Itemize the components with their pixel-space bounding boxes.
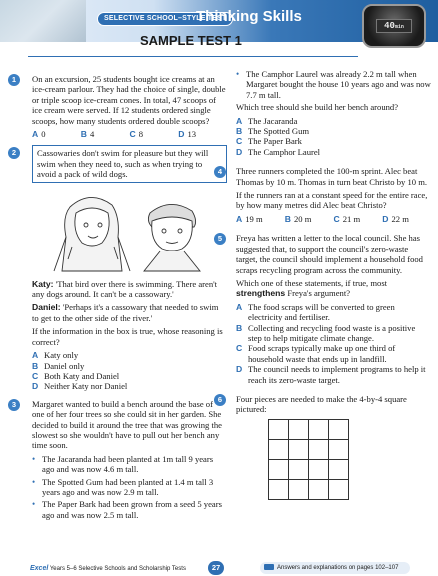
grid-cell bbox=[269, 460, 289, 480]
grid-cell bbox=[329, 480, 349, 500]
katy-line bbox=[32, 279, 227, 300]
option-letter: C bbox=[333, 213, 340, 224]
footer-series-text: Years 5–6 Selective Schools and Scholarship Tests bbox=[48, 566, 186, 572]
q5-option-d[interactable] bbox=[236, 364, 431, 385]
grid-cell bbox=[269, 440, 289, 460]
option-text: The Paper Bark bbox=[248, 136, 302, 147]
question-3-prompt: Which tree should she build her bench around? bbox=[236, 102, 399, 113]
grid-cell bbox=[269, 420, 289, 440]
option-letter: A bbox=[32, 129, 39, 140]
q2-option-d[interactable] bbox=[32, 381, 227, 391]
question-number-1: 1 bbox=[8, 74, 20, 86]
option-text: 0 bbox=[41, 129, 46, 140]
page-title: SAMPLE TEST 1 bbox=[140, 33, 242, 48]
question-4 bbox=[217, 166, 431, 224]
question-2-info-box: Cassowaries don't swim for pleasure but they will swim when they need to, such as when trying to avoid a pack of wild dogs. bbox=[32, 145, 227, 182]
q4-option-a[interactable] bbox=[236, 214, 285, 224]
question-number-6: 6 bbox=[214, 394, 226, 406]
question-number-2: 2 bbox=[8, 147, 20, 159]
question-2-options bbox=[32, 350, 227, 392]
question-5 bbox=[217, 233, 431, 385]
grid-cell bbox=[309, 460, 329, 480]
timer-display bbox=[376, 19, 412, 33]
timer-value: 40 bbox=[384, 21, 395, 31]
q5-option-a[interactable] bbox=[236, 302, 431, 323]
question-number-5: 5 bbox=[214, 233, 226, 245]
question-2 bbox=[11, 145, 227, 392]
tree-bullet bbox=[32, 499, 227, 520]
prompt-text: Which one of these statements, if true, most bbox=[236, 277, 388, 288]
q2-option-a[interactable] bbox=[32, 350, 227, 360]
q5-option-b[interactable] bbox=[236, 323, 431, 344]
option-text: 19 m bbox=[245, 213, 263, 224]
option-letter: B bbox=[32, 360, 39, 371]
option-text: 21 m bbox=[342, 213, 361, 224]
arrow-icon bbox=[264, 564, 274, 570]
option-text: 22 m bbox=[391, 213, 409, 224]
grid-cell bbox=[289, 460, 309, 480]
q1-option-a[interactable] bbox=[32, 129, 81, 139]
katy-label: Katy: bbox=[32, 278, 54, 289]
bullet-icon: • bbox=[32, 453, 36, 464]
q1-option-b[interactable] bbox=[81, 129, 130, 139]
question-4-prompt: If the runners ran at a constant speed for the entire race, by how many metres did Alec beat Christo? bbox=[236, 190, 428, 211]
option-letter: C bbox=[236, 343, 243, 354]
page-header bbox=[0, 0, 438, 66]
answers-reference[interactable] bbox=[260, 562, 410, 574]
option-letter: A bbox=[32, 350, 39, 361]
option-text: The Camphor Laurel bbox=[248, 146, 321, 157]
q3-option-b[interactable] bbox=[236, 126, 431, 136]
grid-cell bbox=[309, 480, 329, 500]
option-letter: B bbox=[284, 213, 291, 224]
option-letter: D bbox=[32, 381, 39, 392]
option-text: 8 bbox=[138, 129, 144, 140]
question-number-4: 4 bbox=[214, 166, 226, 178]
option-letter: B bbox=[236, 126, 243, 137]
question-5-prompt bbox=[236, 278, 431, 299]
prompt-emphasis: strengthens bbox=[236, 288, 286, 299]
q4-option-d[interactable] bbox=[382, 214, 431, 224]
timer-unit: min bbox=[394, 24, 404, 30]
option-text: 20 m bbox=[293, 213, 312, 224]
q2-option-b[interactable] bbox=[32, 361, 227, 371]
option-letter: D bbox=[236, 146, 243, 157]
q4-option-c[interactable] bbox=[334, 214, 383, 224]
grid-cell bbox=[289, 420, 309, 440]
bullet-text: The Spotted Gum had been planted at 1.4 m tall 3 years ago and was now 2.9 m tall. bbox=[42, 476, 214, 497]
option-letter: C bbox=[32, 370, 39, 381]
option-text: Food scraps typically make up one third of household waste that ends up in landfill. bbox=[248, 343, 396, 364]
option-text: The Jacaranda bbox=[248, 115, 298, 126]
bullet-text: The Paper Bark had been grown from a seed 5 years ago and was now 2.5 m tall. bbox=[42, 499, 222, 520]
option-text: Collecting and recycling food waste is a positive step to help mitigate climate change. bbox=[248, 322, 416, 343]
option-letter: D bbox=[382, 213, 389, 224]
question-1-text: On an excursion, 25 students bought ice creams at an ice-cream parlour. They had the choice of single, double or triple scoop ice-cream cones. In total, 47 scoops of ice cream were served. If 12 students ordered single scoops, how many students ordered double scoops? bbox=[32, 74, 226, 126]
question-4-text: Three runners completed the 100-m sprint. Alec beat Thomas by 10 m. Thomas in turn beat Christo by 10 m. bbox=[236, 166, 428, 187]
bullet-text: The Camphor Laurel was already 2.2 m tall when Margaret bought the house 10 years ago and was now 7.7 m tall. bbox=[246, 69, 431, 100]
right-column bbox=[217, 68, 431, 500]
footer-series bbox=[30, 565, 186, 572]
grid-cell bbox=[289, 440, 309, 460]
question-1 bbox=[11, 74, 227, 140]
grid-cell bbox=[309, 440, 329, 460]
test-type-pill: SELECTIVE SCHOOL–STYLE TEST bbox=[97, 12, 233, 26]
tree-bullet bbox=[32, 477, 227, 498]
option-letter: C bbox=[129, 129, 136, 140]
answers-reference-text: Answers and explanations on pages 102–107 bbox=[277, 565, 399, 571]
footer-brand: Excel bbox=[30, 565, 49, 572]
title-rule bbox=[28, 56, 358, 57]
question-6-text: Four pieces are needed to make the 4-by-4 square pictured: bbox=[236, 393, 407, 415]
daniel-label: Daniel: bbox=[32, 302, 61, 313]
option-text: Neither Katy nor Daniel bbox=[44, 381, 128, 392]
header-photo bbox=[0, 0, 86, 42]
katy-speech: 'That bird over there is swimming. There aren't any dogs around. It can't be a cassowary.' bbox=[32, 278, 218, 300]
children-drawing bbox=[32, 187, 227, 275]
bullet-text: The Jacaranda had been planted at 1m tall 9 years ago and was now 4.6 m tall. bbox=[42, 453, 214, 475]
bullet-icon: • bbox=[236, 69, 240, 79]
question-4-options bbox=[236, 214, 431, 224]
timer-icon bbox=[362, 4, 426, 48]
bullet-icon: • bbox=[32, 476, 36, 487]
grid-cell bbox=[329, 420, 349, 440]
question-5-text: Freya has written a letter to the local council. She has suggested that, to support the council's zero-waste target, the council should implement a household food scraps recycling program across the community. bbox=[236, 233, 423, 275]
option-text: The Spotted Gum bbox=[248, 126, 310, 137]
grid-cell bbox=[289, 480, 309, 500]
option-letter: D bbox=[178, 129, 185, 140]
tree-bullet bbox=[32, 454, 227, 475]
tree-bullet bbox=[236, 69, 431, 100]
option-text: 13 bbox=[187, 129, 197, 140]
q3-option-a[interactable] bbox=[236, 116, 431, 126]
q4-option-b[interactable] bbox=[285, 214, 334, 224]
children-illustration bbox=[32, 187, 227, 275]
option-letter: B bbox=[236, 322, 243, 333]
q3-option-c[interactable] bbox=[236, 136, 431, 146]
daniel-speech: 'Perhaps it's a cassowary that needed to swim to get to the other side of the river.' bbox=[32, 302, 219, 323]
question-1-options bbox=[32, 129, 227, 139]
square-grid bbox=[268, 419, 349, 500]
q1-option-d[interactable] bbox=[178, 129, 227, 139]
q5-option-c[interactable] bbox=[236, 343, 431, 364]
daniel-line bbox=[32, 302, 227, 323]
page-footer bbox=[0, 560, 438, 576]
left-column bbox=[11, 74, 227, 522]
option-text: Both Katy and Daniel bbox=[44, 370, 120, 381]
bullet-icon: • bbox=[32, 499, 36, 510]
grid-cell bbox=[309, 420, 329, 440]
grid-cell bbox=[329, 440, 349, 460]
option-text: 4 bbox=[89, 129, 95, 140]
option-letter: D bbox=[236, 364, 243, 375]
option-text: Katy only bbox=[44, 350, 79, 361]
question-2-prompt: If the information in the box is true, whose reasoning is correct? bbox=[32, 326, 223, 347]
option-letter: A bbox=[236, 213, 243, 224]
prompt-text: Freya's argument? bbox=[285, 288, 351, 299]
question-3-text: Margaret wanted to build a bench around the base of one of her four trees so she could sit in her garden. She decided to build it around the tree that was growing the slowest so she wouldn't have to pull out her bench any time soon. bbox=[32, 398, 222, 451]
option-text: The food scraps will be converted to green electricity and fertiliser. bbox=[248, 301, 395, 323]
page-number: 27 bbox=[208, 561, 224, 575]
q3-option-d[interactable] bbox=[236, 147, 431, 157]
option-letter: A bbox=[236, 301, 243, 312]
option-letter: C bbox=[236, 136, 243, 147]
option-text: The council needs to implement programs to help it reach its zero-waste target. bbox=[248, 364, 426, 385]
q2-option-c[interactable] bbox=[32, 371, 227, 381]
option-letter: A bbox=[236, 115, 243, 126]
option-text: Daniel only bbox=[44, 360, 85, 371]
question-number-3: 3 bbox=[8, 399, 20, 411]
q1-option-c[interactable] bbox=[130, 129, 179, 139]
grid-cell bbox=[329, 460, 349, 480]
grid-cell bbox=[269, 480, 289, 500]
section-title: Thinking Skills bbox=[196, 8, 302, 25]
question-3-continued bbox=[236, 69, 431, 157]
question-6 bbox=[217, 393, 431, 500]
question-3 bbox=[11, 398, 227, 520]
option-letter: B bbox=[80, 129, 87, 140]
